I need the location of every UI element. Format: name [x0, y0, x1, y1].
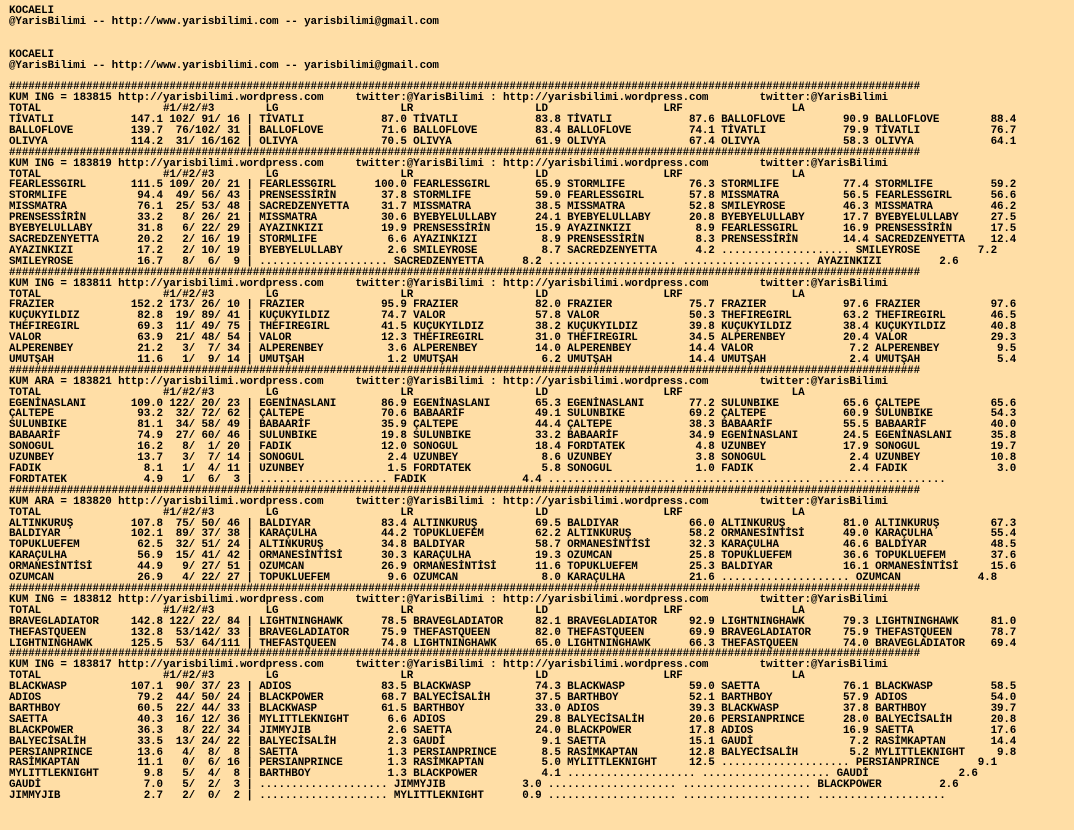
- race-section: [9, 268, 1074, 366]
- column-header: TOTAL #1/#2/#3 LG LR LD LRF LA: [9, 604, 805, 617]
- table-row: PRENSESSİRİN 33.2 8/ 26/ 21 | MISSMATRA 30.6 BYEBYELULLABY 24.1 BYEBYELULLABY 20.8 BYEBYELULLABY 17.7 BYEBYELULLABY 27.5: [9, 212, 1017, 225]
- table-row: SONOGUL 16.2 8/ 1/ 20 | FADIK 12.0 SONOGUL 18.4 FORDTATEK 4.8 UZUNBEY 17.9 SONOGUL 19.7: [9, 441, 1017, 454]
- table-row: THEFASTQUEEN 132.8 53/142/ 33 | BRAVEGLADIATOR 75.9 THEFASTQUEEN 82.0 THEFASTQUEEN 69.9 BRAVEGLADIATOR 75.9 THEFASTQUEEN 78.7: [9, 626, 1017, 639]
- race-section: [9, 82, 1074, 147]
- race-title: KUM ING = 183819 http://yarisbilimi.wordpress.com twitter:@YarisBilimi : http://yarisbilimi.wordpress.com twitter:@YarisBilimi: [9, 157, 888, 170]
- race-section: [9, 366, 1074, 486]
- table-row: UZUNBEY 13.7 3/ 7/ 14 | SONOGUL 2.4 UZUNBEY 8.6 UZUNBEY 3.8 SONOGUL 2.4 UZUNBEY 10.8: [9, 452, 1017, 465]
- table-row: SACREDZENYETTA 20.2 2/ 16/ 19 | STORMLIFE 6.6 AYAZINKIZI 8.9 PRENSESSİRİN 8.3 PRENSESSİRİN 14.4 SACREDZENYETTA 12.4: [9, 233, 1017, 246]
- table-row: BLACKWASP 107.1 90/ 37/ 23 | ADIOS 83.5 BLACKWASP 74.3 BLACKWASP 59.0 SAETTA 76.1 BLACKWASP 58.5: [9, 681, 1017, 694]
- table-row: ADIOS 79.2 44/ 50/ 24 | BLACKPOWER 68.7 BALYECİSALİH 37.5 BARTHBOY 52.1 BARTHBOY 57.9 ADIOS 54.0: [9, 692, 1017, 705]
- table-row: LIGHTNINGHAWK 125.5 53/ 64/111 | THEFASTQUEEN 74.8 LIGHTNINGHAWK 65.0 LIGHTNINGHAWK 66.3 THEFASTQUEEN 74.0 BRAVEGLADIATOR 69.4: [9, 637, 1017, 650]
- race-title: KUM ING = 183815 http://yarisbilimi.wordpress.com twitter:@YarisBilimi : http://yarisbilimi.wordpress.com twitter:@YarisBilimi: [9, 92, 888, 105]
- column-header: TOTAL #1/#2/#3 LG LR LD LRF LA: [9, 288, 805, 301]
- table-row: BRAVEGLADIATOR 142.8 122/ 22/ 84 | LIGHTNINGHAWK 78.5 BRAVEGLADIATOR 82.1 BRAVEGLADIATOR 92.9 LIGHTNINGHAWK 79.3 LIGHTNINGHAWK 81.0: [9, 615, 1017, 628]
- table-row: TOPUKLUEFEM 62.5 32/ 51/ 24 | ALTINKURUŞ 34.8 BALDIYAR 58.7 ORMANESİNTİSİ 32.3 KARAÇULHA 46.6 BALDIYAR 48.5: [9, 539, 1017, 552]
- table-row: BALYECİSALİH 33.5 13/ 24/ 22 | BALYECİSALİH 2.3 GAUDİ 9.1 SAETTA 15.1 GAUDİ 7.2 RASİMKAPTAN 14.4: [9, 735, 1017, 748]
- blank-line: [9, 39, 1074, 50]
- separator-line: ##############################################################################################################################################: [9, 484, 920, 497]
- table-row: GAUDİ 7.0 5/ 2/ 3 | .................... JIMMYJIB 3.0 .................... .................... BLACKPOWER 2.6: [9, 779, 959, 792]
- table-row: FEARLESSGIRL 111.5 109/ 20/ 21 | FEARLESSGIRL 100.0 FEARLESSGIRL 65.9 STORMLIFE 76.3 STORMLIFE 77.4 STORMLIFE 59.2: [9, 179, 1017, 192]
- separator-line: ##############################################################################################################################################: [9, 266, 920, 279]
- race-title: KUM ING = 183811 http://yarisbilimi.wordpress.com twitter:@YarisBilimi : http://yarisbilimi.wordpress.com twitter:@YarisBilimi: [9, 277, 888, 290]
- separator-line: ##############################################################################################################################################: [9, 582, 920, 595]
- column-header: TOTAL #1/#2/#3 LG LR LD LRF LA: [9, 386, 805, 399]
- race-section: [9, 486, 1074, 584]
- race-sections: [9, 82, 1074, 802]
- table-row: PERSIANPRINCE 13.6 4/ 8/ 8 | SAETTA 1.3 PERSIANPRINCE 8.5 RASİMKAPTAN 12.8 BALYECİSALİH 5.2 MYLITTLEKNIGHT 9.8: [9, 746, 1017, 759]
- table-row: RASİMKAPTAN 11.1 0/ 6/ 16 | PERSIANPRINCE 1.3 RASİMKAPTAN 5.0 MYLITTLEKNIGHT 12.5 .................... PERSIANPRINCE 9.1: [9, 757, 997, 770]
- table-row: ÇALTEPE 93.2 32/ 72/ 62 | ÇALTEPE 70.6 BABAARİF 49.1 SULUNBIKE 69.2 ÇALTEPE 60.9 SULUNBIKE 54.3: [9, 408, 1017, 421]
- column-header: TOTAL #1/#2/#3 LG LR LD LRF LA: [9, 168, 805, 181]
- table-row: ALPERENBEY 21.2 3/ 7/ 34 | ALPERENBEY 3.6 ALPERENBEY 14.0 ALPERENBEY 14.4 VALOR 7.2 ALPERENBEY 9.5: [9, 343, 1017, 356]
- separator-line: ##############################################################################################################################################: [9, 146, 920, 159]
- column-header: TOTAL #1/#2/#3 LG LR LD LRF LA: [9, 103, 805, 116]
- table-row: SAETTA 40.3 16/ 12/ 36 | MYLITTLEKNIGHT 6.6 ADIOS 29.8 BALYECİSALİH 20.6 PERSIANPRINCE 28.0 BALYECİSALİH 20.8: [9, 713, 1017, 726]
- table-row: BALLOFLOVE 139.7 76/102/ 31 | BALLOFLOVE 71.6 BALLOFLOVE 83.4 BALLOFLOVE 74.1 TİVATLI 79.9 TİVATLI 76.7: [9, 124, 1017, 137]
- table-row: BABAARİF 74.9 27/ 60/ 46 | SULUNBIKE 19.8 SULUNBIKE 33.2 BABAARİF 34.9 EGENİNASLANI 24.5 EGENİNASLANI 35.8: [9, 430, 1017, 443]
- separator-line: ##############################################################################################################################################: [9, 81, 920, 94]
- table-row: MYLITTLEKNIGHT 9.8 5/ 4/ 8 | BARTHBOY 1.3 BLACKPOWER 4.1 .................... .................... GAUDİ 2.6: [9, 768, 978, 781]
- table-row: FORDTATEK 4.9 1/ 6/ 3 | .................... FADIK 4.4 .................... .................... ....................: [9, 473, 946, 486]
- race-title: KUM ARA = 183821 http://yarisbilimi.wordpress.com twitter:@YarisBilimi : http://yarisbilimi.wordpress.com twitter:@YarisBilimi: [9, 375, 888, 388]
- table-row: JIMMYJIB 2.7 2/ 0/ 2 | .................... MYLITTLEKNIGHT 0.9 .................... .................... ....................: [9, 790, 946, 803]
- table-row: MISSMATRA 76.1 25/ 53/ 48 | SACREDZENYETTA 31.7 MISSMATRA 38.5 MISSMATRA 52.8 SMILEYROSE 46.3 MISSMATRA 46.2: [9, 201, 1017, 214]
- report-header-line: @YarisBilimi -- http://www.yarisbilimi.com -- yarisbilimi@gmail.com: [9, 59, 439, 72]
- column-header: TOTAL #1/#2/#3 LG LR LD LRF LA: [9, 670, 805, 683]
- column-header: TOTAL #1/#2/#3 LG LR LD LRF LA: [9, 506, 805, 519]
- table-row: BLACKPOWER 36.3 8/ 22/ 34 | JIMMYJIB 2.6 SAETTA 24.0 BLACKPOWER 17.8 ADIOS 16.9 SAETTA 17.6: [9, 724, 1017, 737]
- table-row: EGENİNASLANI 109.0 122/ 20/ 23 | EGENİNASLANI 86.9 EGENİNASLANI 65.3 EGENİNASLANI 77.2 SULUNBIKE 65.6 ÇALTEPE 65.6: [9, 397, 1017, 410]
- table-row: SMILEYROSE 16.7 8/ 6/ 9 | .................... SACREDZENYETTA 8.2 .................... .................... AYAZINKIZI 2.6: [9, 255, 959, 268]
- race-section: [9, 584, 1074, 649]
- race-section: [9, 148, 1074, 268]
- report-header-line: KOCAELI: [9, 48, 54, 61]
- table-row: AYAZINKIZI 17.2 2/ 10/ 19 | BYEBYELULLABY 2.6 SMILEYROSE 8.7 SACREDZENYETTA 4.2 .................... SMILEYROSE 7.2: [9, 244, 997, 257]
- separator-line: ##############################################################################################################################################: [9, 648, 920, 661]
- table-row: STORMLIFE 94.4 49/ 56/ 43 | PRENSESSİRİN 37.8 STORMLIFE 59.0 FEARLESSGIRL 57.8 MISSMATRA 56.5 FEARLESSGIRL 56.6: [9, 190, 1017, 203]
- table-row: TİVATLI 147.1 102/ 91/ 16 | TİVATLI 87.0 TİVATLI 83.8 TİVATLI 87.6 BALLOFLOVE 90.9 BALLOFLOVE 88.4: [9, 114, 1017, 127]
- table-row: BARTHBOY 60.5 22/ 44/ 33 | BLACKWASP 61.5 BARTHBOY 33.0 ADIOS 39.3 BLACKWASP 37.8 BARTHBOY 39.7: [9, 702, 1017, 715]
- report-header-line: @YarisBilimi -- http://www.yarisbilimi.com -- yarisbilimi@gmail.com: [9, 15, 439, 28]
- table-row: SULUNBIKE 81.1 34/ 58/ 49 | BABAARİF 35.9 ÇALTEPE 44.4 ÇALTEPE 38.3 BABAARİF 55.5 BABAARİF 40.0: [9, 419, 1017, 432]
- table-row: THEFIREGIRL 69.3 11/ 49/ 75 | THEFIREGIRL 41.5 KUÇUKYILDIZ 38.2 KUÇUKYILDIZ 39.8 KUÇUKYILDIZ 38.4 KUÇUKYILDIZ 40.8: [9, 321, 1017, 334]
- table-row: OZUMCAN 26.9 4/ 22/ 27 | TOPUKLUEFEM 9.6 OZUMCAN 8.0 KARAÇULHA 21.6 .................... OZUMCAN 4.8: [9, 572, 997, 585]
- table-row: FADIK 8.1 1/ 4/ 11 | UZUNBEY 1.5 FORDTATEK 5.8 SONOGUL 1.0 FADIK 2.4 FADIK 3.0: [9, 463, 1017, 476]
- blank-line: [9, 28, 1074, 39]
- report-header-line: KOCAELI: [9, 5, 54, 17]
- separator-line: ##############################################################################################################################################: [9, 364, 920, 377]
- table-row: KUÇUKYILDIZ 82.8 19/ 89/ 41 | KUÇUKYILDIZ 74.7 VALOR 57.8 VALOR 50.3 THEFIREGIRL 63.2 THEFIREGIRL 46.5: [9, 310, 1017, 323]
- table-row: UMUTŞAH 11.6 1/ 9/ 14 | UMUTŞAH 1.2 UMUTŞAH 6.2 UMUTŞAH 14.4 UMUTŞAH 2.4 UMUTŞAH 5.4: [9, 353, 1017, 366]
- race-title: KUM ARA = 183820 http://yarisbilimi.wordpress.com twitter:@YarisBilimi : http://yarisbilimi.wordpress.com twitter:@YarisBilimi: [9, 495, 888, 508]
- table-row: OLIVYA 114.2 31/ 16/162 | OLIVYA 70.5 OLIVYA 61.9 OLIVYA 67.4 OLIVYA 58.3 OLIVYA 64.1: [9, 135, 1017, 148]
- table-row: FRAZIER 152.2 173/ 26/ 10 | FRAZIER 95.9 FRAZIER 82.0 FRAZIER 75.7 FRAZIER 97.6 FRAZIER 97.6: [9, 299, 1017, 312]
- race-title: KUM ING = 183812 http://yarisbilimi.wordpress.com twitter:@YarisBilimi : http://yarisbilimi.wordpress.com twitter:@YarisBilimi: [9, 593, 888, 606]
- table-row: VALOR 63.9 21/ 48/ 54 | VALOR 12.3 THEFIREGIRL 31.0 THEFIREGIRL 34.5 ALPERENBEY 20.4 VALOR 29.3: [9, 332, 1017, 345]
- table-row: KARAÇULHA 56.9 15/ 41/ 42 | ORMANESİNTİSİ 30.3 KARAÇULHA 19.3 OZUMCAN 25.8 TOPUKLUEFEM 36.6 TOPUKLUEFEM 37.6: [9, 550, 1017, 563]
- race-title: KUM ING = 183817 http://yarisbilimi.wordpress.com twitter:@YarisBilimi : http://yarisbilimi.wordpress.com twitter:@YarisBilimi: [9, 659, 888, 672]
- table-row: BYEBYELULLABY 31.8 6/ 22/ 29 | AYAZINKIZI 19.9 PRENSESSİRİN 15.9 AYAZINKIZI 8.9 FEARLESSGIRL 16.9 PRENSESSİRİN 17.5: [9, 223, 1017, 236]
- table-row: ORMANESİNTİSİ 44.9 9/ 27/ 51 | OZUMCAN 26.9 ORMANESİNTİSİ 11.6 TOPUKLUEFEM 25.3 BALDIYAR 16.1 ORMANESİNTİSİ 15.6: [9, 561, 1017, 574]
- table-row: BALDIYAR 102.1 89/ 37/ 38 | KARAÇULHA 44.2 TOPUKLUEFEM 62.2 ALTINKURUŞ 58.2 ORMANESİNTİSİ 49.0 KARAÇULHA 55.4: [9, 528, 1017, 541]
- table-row: ALTINKURUŞ 107.8 75/ 50/ 46 | BALDIYAR 83.4 ALTINKURUŞ 69.5 BALDIYAR 66.0 ALTINKURUŞ 81.0 ALTINKURUŞ 67.3: [9, 517, 1017, 530]
- race-section: [9, 649, 1074, 802]
